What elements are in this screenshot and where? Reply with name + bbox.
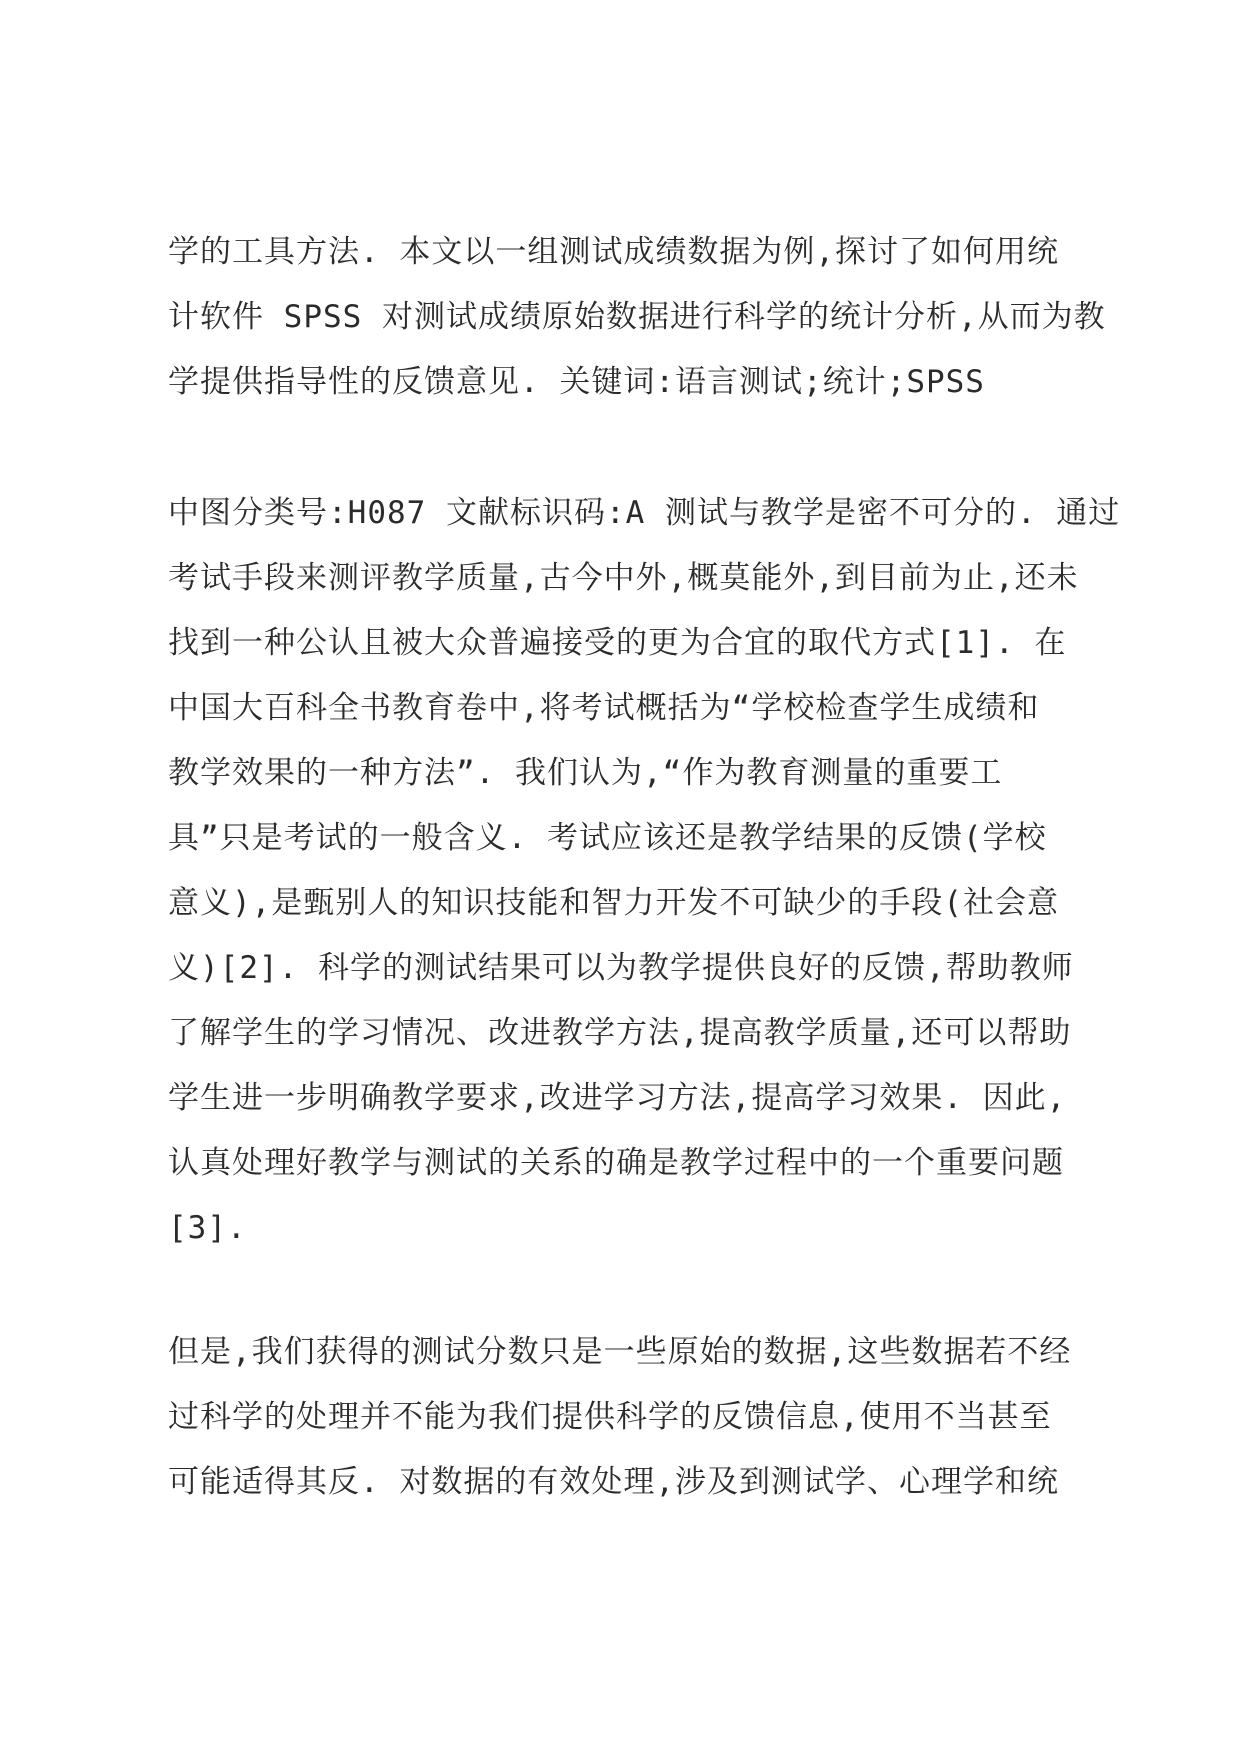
text-line: 考试手段来测评教学质量,古今中外,概莫能外,到目前为止,还未 — [168, 560, 1079, 596]
text-line: 可能适得其反. 对数据的有效处理,涉及到测试学、心理学和统 — [168, 1464, 1059, 1500]
text-line: 教学效果的一种方法”. 我们认为,“作为教育测量的重要工 — [168, 755, 1003, 791]
text-line: [3]. — [168, 1210, 247, 1246]
text-line: 中国大百科全书教育卷中,将考试概括为“学校检查学生成绩和 — [168, 690, 1040, 726]
text-line: 义)[2]. 科学的测试结果可以为教学提供良好的反馈,帮助教师 — [168, 950, 1074, 986]
text-line: 了解学生的学习情况、改进教学方法,提高教学质量,还可以帮助 — [168, 1015, 1072, 1051]
text-line: 认真处理好教学与测试的关系的确是教学过程中的一个重要问题 — [168, 1145, 1064, 1181]
paragraph-introduction — [168, 481, 1121, 1261]
text-line: 中图分类号:H087 文献标识码:A 测试与教学是密不可分的. 通过 — [168, 495, 1121, 531]
text-line: 过科学的处理并不能为我们提供科学的反馈信息,使用不当甚至 — [168, 1399, 1052, 1435]
text-line: 找到一种公认且被大众普遍接受的更为合宜的取代方式[1]. 在 — [168, 625, 1067, 661]
text-line: 学提供指导性的反馈意见. 关键词:语言测试;统计;SPSS — [168, 364, 985, 400]
paragraph-abstract-end — [168, 220, 1106, 415]
text-line: 计软件 SPSS 对测试成绩原始数据进行科学的统计分析,从而为教 — [168, 299, 1106, 335]
paragraph-data-processing — [168, 1320, 1098, 1515]
text-line: 具”只是考试的一般含义. 考试应该还是教学结果的反馈(学校 — [168, 820, 1047, 856]
text-line: 学的工具方法. 本文以一组测试成绩数据为例,探讨了如何用统 — [168, 234, 1059, 270]
text-line: 学生进一步明确教学要求,改进学习方法,提高学习效果. 因此, — [168, 1080, 1067, 1116]
text-line: 但是,我们获得的测试分数只是一些原始的数据,这些数据若不经 — [168, 1334, 1072, 1370]
text-line: 意义),是甄别人的知识技能和智力开发不可缺少的手段(社会意 — [168, 885, 1059, 921]
